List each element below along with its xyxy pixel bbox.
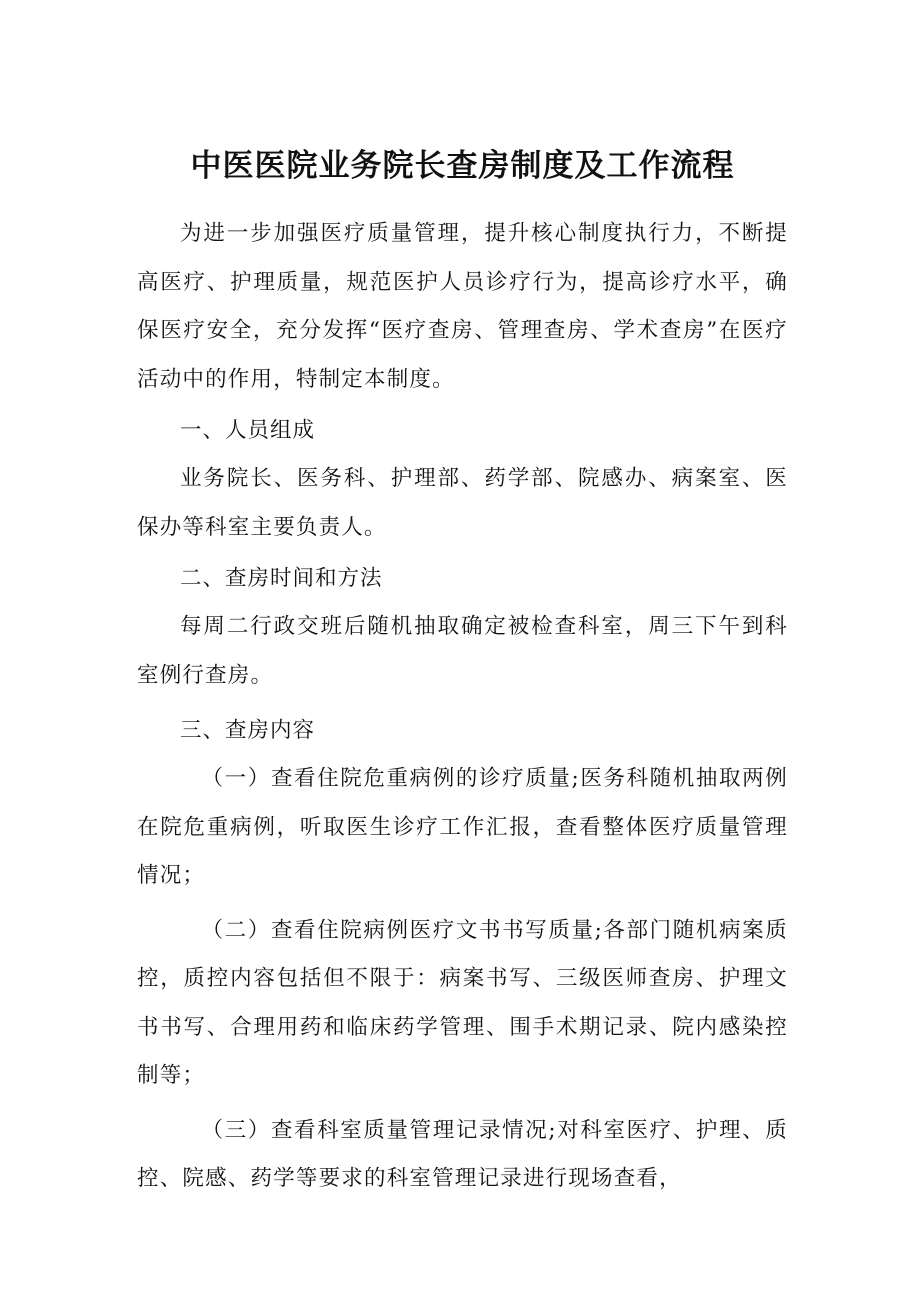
section-heading-content: 三、查房内容: [180, 718, 316, 743]
content-item-1: （一）查看住院危重病例的诊疗质量;医务科随机抽取两例在院危重病例，听取医生诊疗工作汇报，查看整体医疗质量管理情况；: [137, 766, 788, 888]
section-heading-personnel: 一、人员组成: [180, 418, 316, 443]
content-item-3: （三）查看科室质量管理记录情况;对科室医疗、护理、质控、院感、药学等要求的科室管理记录进行现场查看，: [137, 1117, 788, 1191]
document-title: 中医医院业务院长查房制度及工作流程: [190, 148, 735, 184]
document-page: [137, 140, 788, 1204]
section-body-schedule: 每周二行政交班后随机抽取确定被检查科室，周三下午到科室例行查房。: [137, 614, 788, 688]
section-heading-schedule: 二、查房时间和方法: [180, 566, 383, 591]
intro-paragraph: 为进一步加强医疗质量管理，提升核心制度执行力，不断提高医疗、护理质量，规范医护人员诊疗行为，提高诊疗水平，确保医疗安全，充分发挥“医疗查房、管理查房、学术查房”在医疗活动中的作用，特制定本制度。: [137, 221, 788, 392]
section-body-personnel: 业务院长、医务科、护理部、药学部、院感办、病案室、医保办等科室主要负责人。: [137, 466, 788, 540]
content-item-2: （二）查看住院病例医疗文书书写质量;各部门随机病案质控，质控内容包括但不限于：病案书写、三级医师查房、护理文书书写、合理用药和临床药学管理、围手术期记录、院内感染控制等；: [137, 917, 788, 1088]
